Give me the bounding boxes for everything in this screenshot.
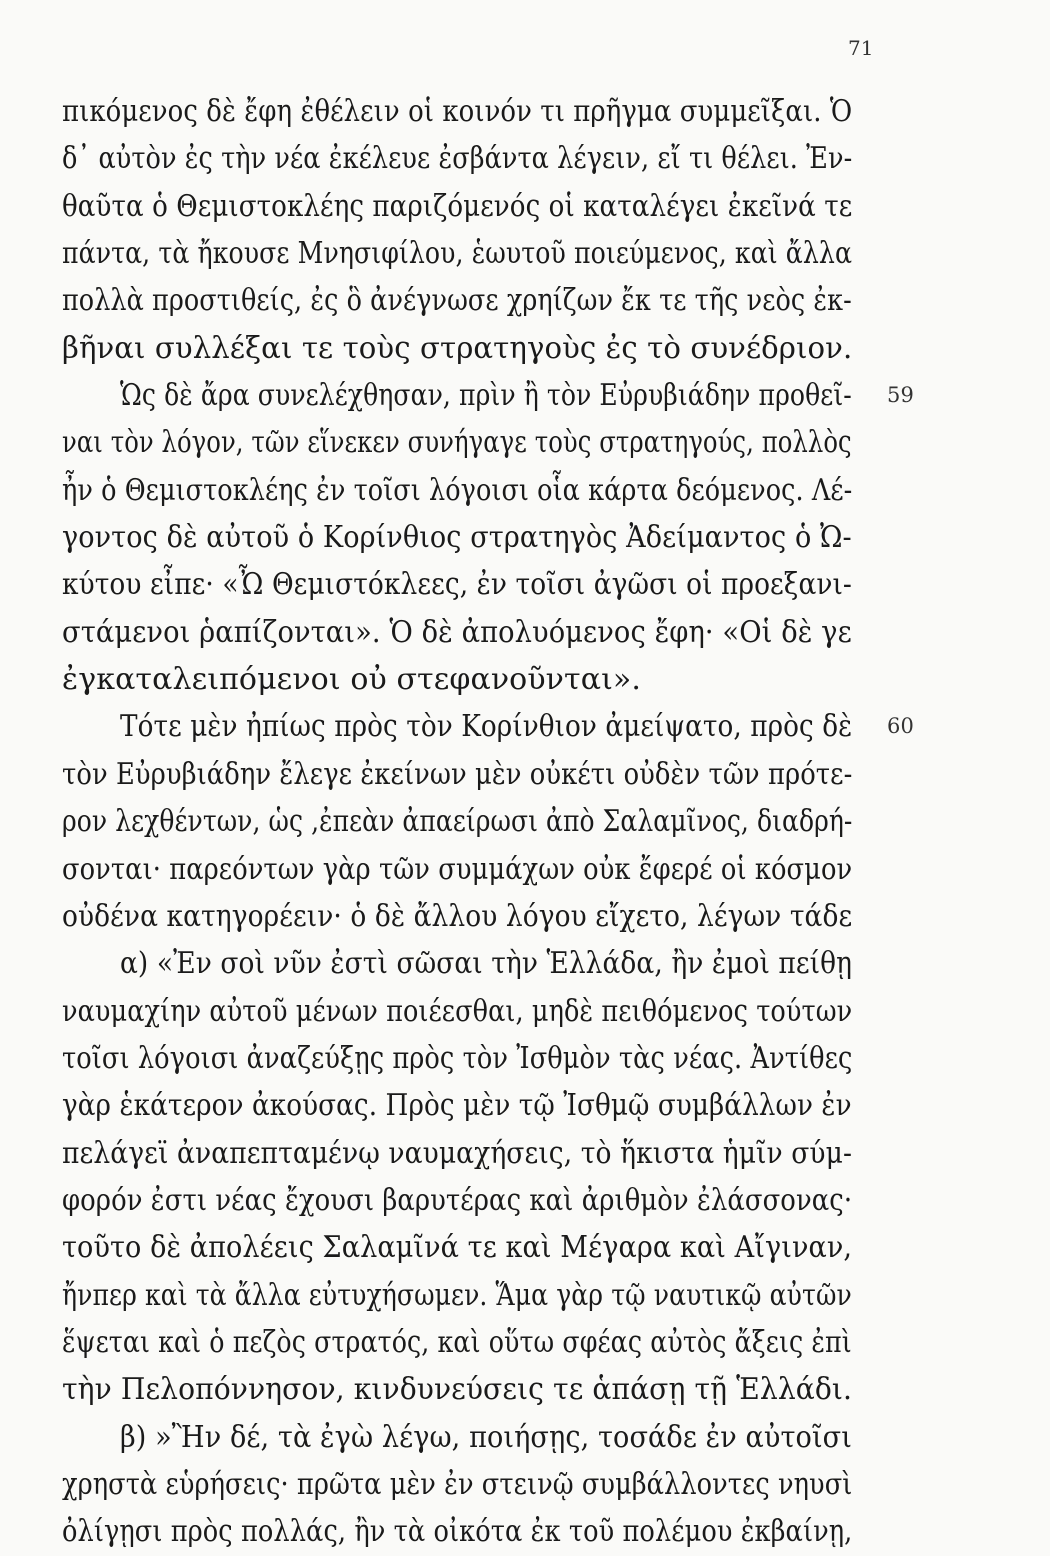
line-text: ἐγκαταλειπόμενοι οὐ στεφανοῦνται». xyxy=(62,662,642,698)
line-text: πικόμενος δὲ ἔφη ἐθέλειν οἱ κοινόν τι πρῆγμα συμμεῖξαι. Ὁ xyxy=(62,94,853,129)
text-line xyxy=(62,1130,862,1177)
line-text: οὐδένα κατηγορέειν· ὁ δὲ ἄλλου λόγου εἴχετο, λέγων τάδε xyxy=(62,898,853,934)
text-line xyxy=(62,372,914,419)
text-line xyxy=(62,1272,862,1319)
text-line xyxy=(62,1461,862,1508)
line-text: ρον λεχθέντων, ὡς ,ἐπεὰν ἀπαείρωσι ἀπὸ Σαλαμῖνος, διαδρή- xyxy=(62,804,853,840)
text-line xyxy=(62,1082,862,1129)
line-text: ὀλίγῃσι πρὸς πολλάς, ἢν τὰ οἰκότα ἐκ τοῦ πολέμου ἐκβαίνῃ, xyxy=(62,1514,853,1550)
text-line xyxy=(62,846,862,893)
line-text: τὸν Εὐρυβιάδην ἔλεγε ἐκείνων μὲν οὐκέτι οὐδὲν τῶν πρότε- xyxy=(62,756,853,792)
text-line xyxy=(62,798,862,845)
text-block xyxy=(62,88,914,1556)
text-line xyxy=(62,88,862,135)
line-text: ναι τὸν λόγον, τῶν εἵνεκεν συνήγαγε τοὺς στρατηγούς, πολλὸς xyxy=(62,425,852,461)
line-text: ἕψεται καὶ ὁ πεζὸς στρατός, καὶ οὕτω σφέας αὐτὸς ἄξεις ἐπὶ xyxy=(62,1324,852,1360)
text-line xyxy=(62,988,862,1035)
text-line xyxy=(62,1366,862,1413)
margin-section-number: 59 xyxy=(887,383,914,408)
page-number: 71 xyxy=(848,36,874,60)
text-line xyxy=(62,325,862,372)
text-line xyxy=(62,230,862,277)
text-line xyxy=(62,703,914,750)
text-line xyxy=(62,1224,862,1271)
line-text: ναυμαχίην αὐτοῦ μένων ποιέεσθαι, μηδὲ πειθόμενος τούτων xyxy=(62,993,853,1029)
line-text: φορόν ἐστι νέας ἔχουσι βαρυτέρας καὶ ἀριθμὸν ἐλάσσονας· xyxy=(62,1182,853,1218)
text-line xyxy=(62,514,862,561)
line-text: πάντα, τὰ ἤκουσε Μνησιφίλου, ἑωυτοῦ ποιεύμενος, καὶ ἄλλα xyxy=(62,236,853,272)
text-line xyxy=(62,893,862,940)
text-line xyxy=(62,1414,862,1461)
text-line xyxy=(62,1319,862,1366)
text-line xyxy=(62,183,862,230)
line-text: χρηστὰ εὑρήσεις· πρῶτα μὲν ἐν στεινῷ συμβάλλοντες νηυσὶ xyxy=(62,1466,853,1502)
text-line xyxy=(62,419,862,466)
line-text: πελάγεϊ ἀναπεπταμένῳ ναυμαχήσεις, τὸ ἥκιστα ἡμῖν σύμ- xyxy=(62,1135,853,1171)
line-text: κύτου εἶπε· «Ὦ Θεμιστόκλεες, ἐν τοῖσι ἀγῶσι οἱ προεξανι- xyxy=(62,567,852,603)
text-line xyxy=(62,751,862,798)
line-text: δ᾿ αὐτὸν ἐς τὴν νέα ἐκέλευε ἐσβάντα λέγειν, εἴ τι θέλει. Ἐν- xyxy=(62,141,853,177)
text-line xyxy=(62,1177,862,1224)
text-line xyxy=(62,940,862,987)
line-text: α) «Ἐν σοὶ νῦν ἐστὶ σῶσαι τὴν Ἑλλάδα, ἢν ἐμοὶ πείθῃ xyxy=(120,946,853,982)
line-text: β) »Ἢν δέ, τὰ ἐγὼ λέγω, ποιήσῃς, τοσάδε ἐν αὐτοῖσι xyxy=(120,1419,852,1455)
text-line xyxy=(62,1508,862,1555)
text-line xyxy=(62,609,862,656)
line-text: βῆναι συλλέξαι τε τοὺς στρατηγοὺς ἐς τὸ συνέδριον. xyxy=(62,330,853,366)
line-text: στάμενοι ῥαπίζονται». Ὁ δὲ ἀπολυόμενος ἔφη· «Οἱ δὲ γε xyxy=(62,614,852,650)
line-text: θαῦτα ὁ Θεμιστοκλέης παριζόμενός οἱ καταλέγει ἐκεῖνά τε xyxy=(62,188,853,224)
text-line xyxy=(62,467,862,514)
line-text: ἦν ὁ Θεμιστοκλέης ἐν τοῖσι λόγοισι οἷα κάρτα δεόμενος. Λέ- xyxy=(62,472,853,508)
line-text: Ὡς δὲ ἄρα συνελέχθησαν, πρὶν ἢ τὸν Εὐρυβιάδην προθεῖ- xyxy=(120,378,852,414)
text-line xyxy=(62,561,862,608)
line-text: πολλὰ προστιθείς, ἐς ὃ ἀνέγνωσε χρηίζων ἔκ τε τῆς νεὸς ἐκ- xyxy=(62,283,852,319)
line-text: Τότε μὲν ἠπίως πρὸς τὸν Κορίνθιον ἀμείψατο, πρὸς δὲ xyxy=(120,709,853,745)
line-text: γὰρ ἑκάτερον ἀκούσας. Πρὸς μὲν τῷ Ἰσθμῷ συμβάλλων ἐν xyxy=(62,1088,852,1124)
text-line xyxy=(62,1035,862,1082)
text-line xyxy=(62,135,862,182)
margin-section-number: 60 xyxy=(887,714,914,739)
line-text: γοντος δὲ αὐτοῦ ὁ Κορίνθιος στρατηγὸς Ἀδείμαντος ὁ Ὠ- xyxy=(62,520,852,556)
line-text: τοῦτο δὲ ἀπολέεις Σαλαμῖνά τε καὶ Μέγαρα καὶ Αἴγιναν, xyxy=(62,1230,853,1266)
line-text: τοῖσι λόγοισι ἀναζεύξῃς πρὸς τὸν Ἰσθμὸν τὰς νέας. Ἀντίθες xyxy=(62,1040,853,1076)
text-line xyxy=(62,656,862,703)
line-text: ἤνπερ καὶ τὰ ἄλλα εὐτυχήσωμεν. Ἅμα γὰρ τῷ ναυτικῷ αὐτῶν xyxy=(62,1277,852,1313)
text-line xyxy=(62,277,862,324)
line-text: τὴν Πελοπόννησον, κινδυνεύσεις τε ἁπάσῃ τῇ Ἑλλάδι. xyxy=(62,1372,853,1408)
line-text: σονται· παρεόντων γὰρ τῶν συμμάχων οὐκ ἔφερέ οἱ κόσμον xyxy=(62,851,853,887)
